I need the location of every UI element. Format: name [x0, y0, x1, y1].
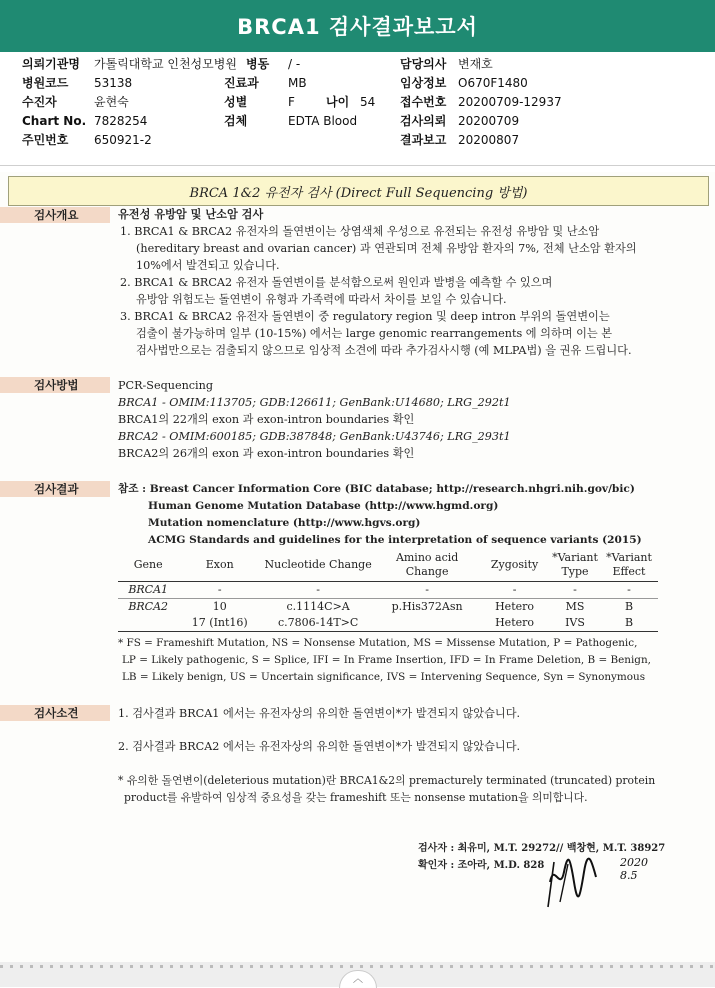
patient-info	[0, 0, 715, 160]
cell: -	[261, 582, 375, 599]
opinion-line: product를 유발하여 임상적 중요성을 갖는 frameshift 또는 nonsense mutation을 의미합니다.	[124, 791, 588, 804]
th-gene: Gene	[118, 549, 178, 582]
patient-value: 윤현숙	[94, 95, 129, 109]
id-label: 주민번호	[22, 133, 69, 147]
overview-line: 3. BRCA1 & BRCA2 유전자 돌연변이 중 regulatory region 및 deep intron 부위의 돌연변이는	[120, 310, 610, 323]
age-label: 나이	[326, 95, 350, 109]
id-value: 650921-2	[94, 133, 152, 147]
table-header-row	[118, 549, 658, 582]
table-row	[118, 615, 658, 632]
ward-value: / -	[288, 57, 301, 71]
ref-line: Human Genome Mutation Database (http://www.hgmd.org)	[148, 500, 499, 512]
overview-line: 10%에서 발견되고 있습니다.	[136, 259, 280, 272]
opinion-line: 1. 검사결과 BRCA1 에서는 유전자상의 유의한 돌연변이*가 발견되지 않았습니다.	[118, 707, 521, 720]
result-label: 검사결과	[0, 481, 110, 497]
method-label: 검사방법	[0, 377, 110, 393]
method-line: BRCA2의 26개의 exon 과 exon-intron boundaries 확인	[118, 447, 415, 460]
report-title: BRCA 1&2 유전자 검사 (Direct Full Sequencing 방법)	[189, 185, 528, 201]
dept-label: 진료과	[224, 76, 259, 90]
sign-date: 2020 8.5	[620, 856, 648, 882]
th-variant-type: *Variant Type	[550, 549, 600, 582]
cell: -	[375, 582, 479, 599]
clinical-value: O670F1480	[458, 76, 528, 90]
patient-label: 수진자	[22, 95, 57, 109]
overview-line: 유방암 위험도는 돌연변이 유형과 가족력에 따라서 차이를 보일 수 있습니다.	[136, 293, 507, 306]
variant-table	[118, 549, 658, 632]
cell: -	[600, 582, 658, 599]
chevron-up-icon[interactable]: ︿	[339, 970, 377, 988]
method-line: BRCA1의 22개의 exon 과 exon-intron boundaries 확인	[118, 413, 415, 426]
overview-line: (hereditary breast and ovarian cancer) 과 연관되며 전체 유방암 환자의 7%, 전체 난소암 환자의	[136, 242, 637, 255]
cell: BRCA1	[118, 582, 178, 599]
cell: p.His372Asn	[391, 600, 463, 613]
overview-heading: 유전성 유방암 및 난소암 검사	[118, 207, 264, 221]
receipt-label: 접수번호	[400, 95, 447, 109]
cell: -	[178, 582, 261, 599]
request-label: 검사의뢰	[400, 114, 447, 128]
cell	[375, 615, 479, 632]
cell: c.1114C>A	[286, 600, 350, 613]
cell: Hetero	[495, 600, 535, 613]
scanned-report	[0, 172, 715, 962]
specimen-label: 검체	[224, 114, 248, 128]
opinion-label: 검사소견	[0, 705, 110, 721]
th-amino: Amino acid Change	[375, 549, 479, 582]
age-value: 54	[360, 95, 376, 109]
receipt-value: 20200709-12937	[458, 95, 562, 109]
chart-value: 7828254	[94, 114, 148, 128]
method-line: BRCA2 - OMIM:600185; GDB:387848; GenBank:U43746; LRG_293t1	[118, 430, 511, 443]
report-date-label: 결과보고	[400, 133, 447, 147]
cell: B	[624, 600, 634, 613]
doctor-value: 변재호	[458, 57, 493, 71]
cell: -	[550, 582, 600, 599]
divider	[0, 165, 715, 166]
ref-line: ACMG Standards and guidelines for the interpretation of sequence variants (2015)	[148, 534, 642, 546]
cell: B	[600, 615, 658, 632]
opinion-line: 2. 검사결과 BRCA2 에서는 유전자상의 유의한 돌연변이*가 발견되지 않았습니다.	[118, 740, 521, 753]
legend-line: * FS = Frameshift Mutation, NS = Nonsense Mutation, MS = Missense Mutation, P = Pathogenic,	[118, 637, 638, 649]
confirmer-line: 확인자 : 조아라, M.D. 828	[418, 860, 545, 871]
code-value: 53138	[94, 76, 133, 90]
hospital-label: 의뢰기관명	[22, 57, 80, 71]
overview-line: 2. BRCA1 & BRCA2 유전자 돌연변이를 분석함으로써 원인과 발병을 예측할 수 있으며	[120, 276, 553, 289]
report-date-value: 20200807	[458, 133, 520, 147]
sex-value: F	[288, 95, 295, 109]
hospital-value: 가톨릭대학교 인천성모병원	[94, 57, 237, 71]
th-variant-effect: *Variant Effect	[600, 549, 658, 582]
table-row	[118, 582, 658, 599]
cell	[118, 615, 178, 632]
overview-line: 1. BRCA1 & BRCA2 유전자의 돌연변이는 상염색체 우성으로 유전되는 유전성 유방암 및 난소암	[120, 225, 600, 238]
dept-value: MB	[288, 76, 307, 90]
specimen-value: EDTA Blood	[288, 114, 358, 128]
cell: 17 (Int16)	[178, 615, 261, 632]
cell: c.7806-14T>C	[261, 615, 375, 632]
cell: 10	[212, 600, 227, 613]
ref-line: Mutation nomenclature (http://www.hgvs.org)	[148, 517, 421, 529]
cell: -	[479, 582, 550, 599]
report-title-box	[8, 176, 709, 206]
cell: MS	[565, 600, 585, 613]
signature	[540, 852, 620, 912]
legend-line: LP = Likely pathogenic, S = Splice, IFI = In Frame Insertion, IFD = In Frame Deletion, B = Benign,	[122, 654, 651, 666]
doctor-label: 담당의사	[400, 57, 447, 71]
request-value: 20200709	[458, 114, 520, 128]
tester-line: 검사자 : 최유미, M.T. 29272// 백창현, M.T. 38927	[418, 843, 666, 854]
page-title: BRCA1 검사결과보고서	[237, 15, 478, 39]
chart-label: Chart No.	[22, 114, 87, 128]
cell: Hetero	[479, 615, 550, 632]
th-zygosity: Zygosity	[479, 549, 550, 582]
ref-line: 참조 : Breast Cancer Information Core (BIC database; http://research.nhgri.nih.gov/bic)	[118, 483, 635, 495]
method-line: BRCA1 - OMIM:113705; GDB:126611; GenBank:U14680; LRG_292t1	[118, 396, 511, 409]
ward-label: 병동	[246, 57, 270, 71]
opinion-line: * 유의한 돌연변이(deleterious mutation)란 BRCA1&2의 premacturely terminated (truncated) protein	[118, 774, 656, 787]
th-exon: Exon	[178, 549, 261, 582]
sex-label: 성별	[224, 95, 248, 109]
legend-line: LB = Likely benign, US = Uncertain significance, IVS = Intervening Sequence, Syn = Synonymous	[122, 671, 646, 683]
clinical-label: 임상정보	[400, 76, 447, 90]
code-label: 병원코드	[22, 76, 69, 90]
th-nucleotide: Nucleotide Change	[261, 549, 375, 582]
overview-line: 검출이 불가능하며 일부 (10-15%) 에서는 large genomic rearrangements 에 의하며 이는 본	[136, 327, 613, 340]
overview-label: 검사개요	[0, 207, 110, 223]
cell: BRCA2	[128, 600, 169, 613]
footer-dots	[0, 965, 715, 968]
overview-line: 검사법만으로는 검출되지 않으므로 임상적 소견에 따라 추가검사시행 (예 MLPA법) 을 권유 드립니다.	[136, 344, 632, 357]
cell: IVS	[550, 615, 600, 632]
method-line: PCR-Sequencing	[118, 379, 213, 392]
table-row	[118, 599, 658, 616]
